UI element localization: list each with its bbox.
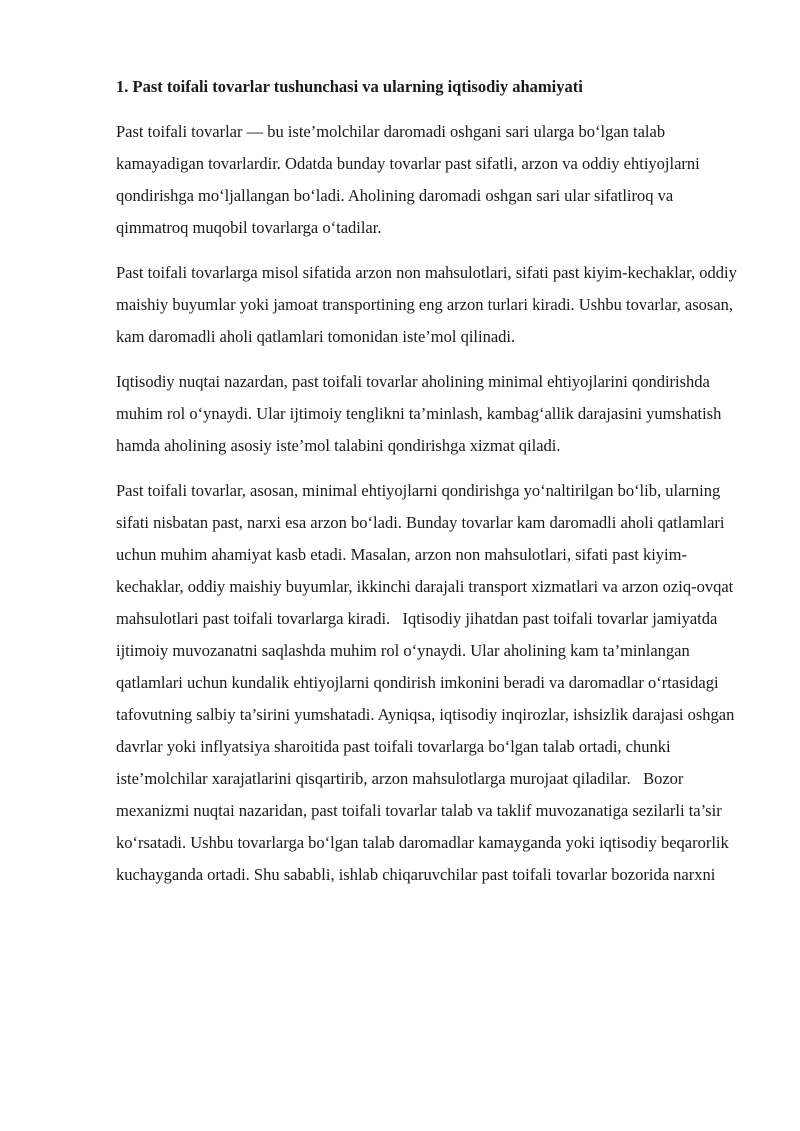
paragraph-definition: Past toifali tovarlar — bu iste’molchilar daromadi oshgani sari ularga bo‘lgan talab kamayadigan tovarlardir. Odatda bunday tovarlar past sifatli, arzon va oddiy ehtiyojlarni qondirishga mo‘ljallangan bo‘ladi. Aholining daromadi oshgan sari ular sifatliroq va qimmatroq muqobil tovarlarga o‘tadilar.	[116, 122, 700, 237]
paragraph-examples: Past toifali tovarlarga misol sifatida arzon non mahsulotlari, sifati past kiyim-kechaklar, oddiy maishiy buyumlar yoki jamoat transportining eng arzon turlari kiradi. Ushbu tovarlar, asosan, kam daromadli aholi qatlamlari tomonidan iste’mol qilinadi.	[116, 263, 737, 346]
section-heading: 1. Past toifali tovarlar tushunchasi va ularning iqtisodiy ahamiyati	[116, 77, 583, 96]
paragraph-market-mechanism: Past toifali tovarlar, asosan, minimal ehtiyojlarni qondirishga yo‘naltirilgan bo‘lib, ularning sifati nisbatan past, narxi esa arzon bo‘ladi. Bunday tovarlar kam daromadli aholi qatlamlari uchun muhim ahamiyat kasb etadi. Masalan, arzon non mahsulotlari, sifati past kiyim-kechaklar, oddiy maishiy buyumlar, ikkinchi darajali transport xizmatlari va arzon oziq-ovqat mahsulotlari past toifali tovarlarga kiradi. Iqtisodiy jihatdan past toifali tovarlar jamiyatda ijtimoiy muvozanatni saqlashda muhim rol o‘ynaydi. Ular aholining kam ta’minlangan qatlamlari uchun kundalik ehtiyojlarni qondirish imkonini beradi va daromadlar o‘rtasidagi tafovutning salbiy ta’sirini yumshatadi. Ayniqsa, iqtisodiy inqirozlar, ishsizlik darajasi oshgan davrlar yoki inflyatsiya sharoitida past toifali tovarlarga bo‘lgan talab ortadi, chunki iste’molchilar xarajatlarini qisqartirib, arzon mahsulotlarga murojaat qiladilar. Bozor mexanizmi nuqtai nazaridan, past toifali tovarlar talab va taklif muvozanatiga sezilarli ta’sir ko‘rsatadi. Ushbu tovarlarga bo‘lgan talab daromadlar kamayganda yoki iqtisodiy beqarorlik kuchayganda ortadi. Shu sababli, ishlab chiqaruvchilar past toifali tovarlar bozorida narxni	[116, 481, 739, 884]
paragraph-economic-role: Iqtisodiy nuqtai nazardan, past toifali tovarlar aholining minimal ehtiyojlarini qondirishda muhim rol o‘ynaydi. Ular ijtimoiy tenglikni ta’minlash, kambag‘allik darajasini yumshatish hamda aholining asosiy iste’mol talabini qondirishga xizmat qiladi.	[116, 372, 722, 455]
